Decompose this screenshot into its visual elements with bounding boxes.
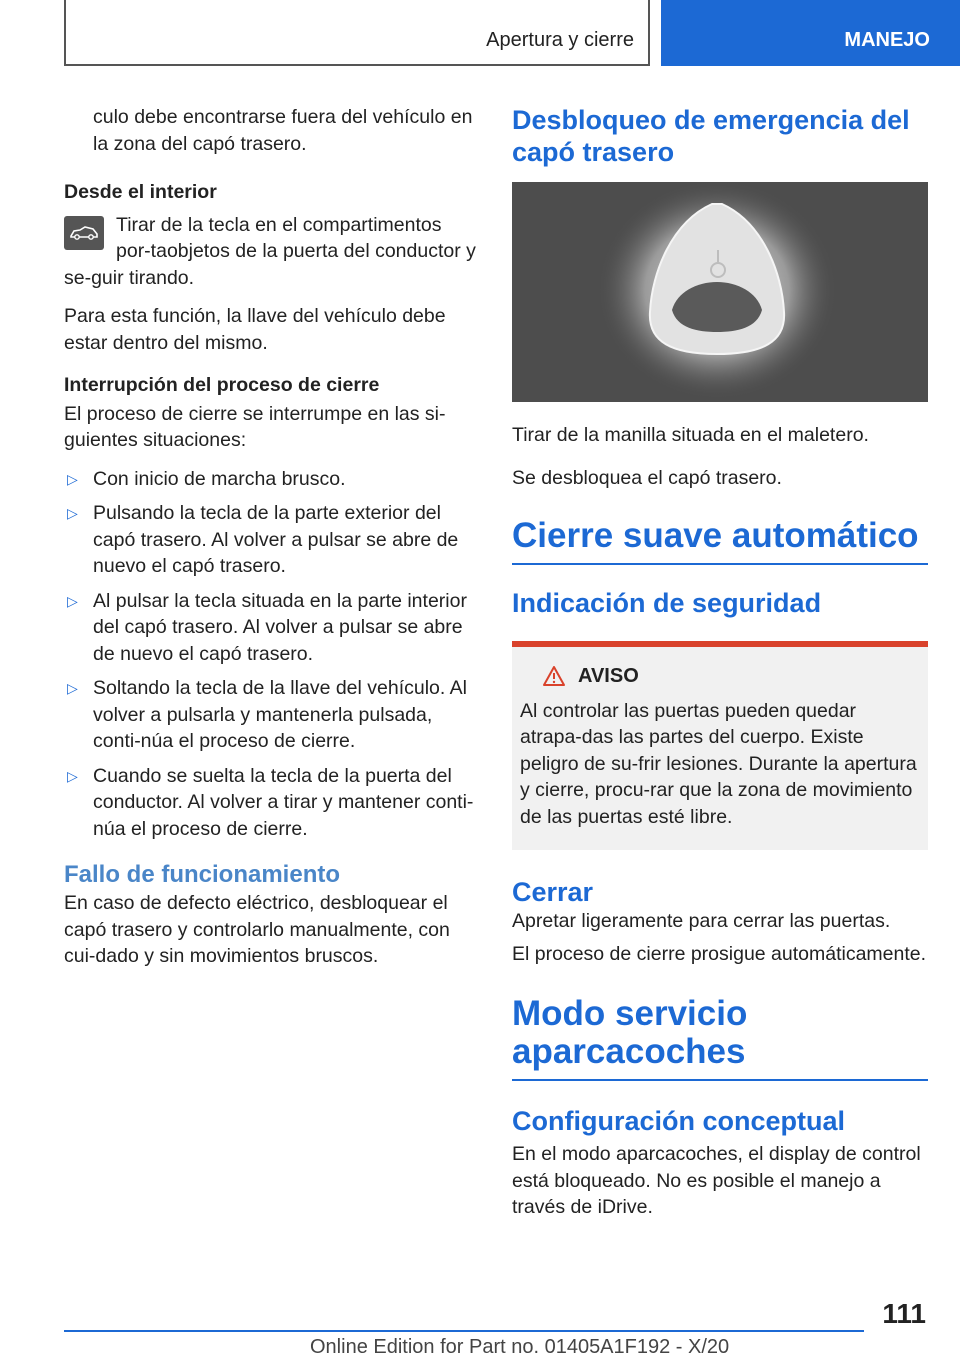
pull-paragraph: Tirar de la manilla situada en el maletero. [512, 424, 869, 446]
concept-heading: Configuración conceptual [512, 1106, 846, 1136]
intro-paragraph: culo debe encontrarse fuera del vehículo en la zona del capó trasero. [93, 106, 473, 155]
fault-paragraph: En caso de defecto eléctrico, desbloquear el capó trasero y controlarlo manualmente, con cui-dado y sin movimientos bruscos. [64, 892, 450, 967]
footer-edition: Online Edition for Part no. 01405A1F192 - X/20 [310, 1336, 730, 1358]
fault-heading: Fallo de funcionamiento [64, 861, 341, 888]
header-frame [64, 0, 650, 66]
concept-paragraph: En el modo aparcacoches, el display de control está bloqueado. No es posible el manejo a través de iDrive. [512, 1143, 921, 1218]
footer-divider [64, 1330, 864, 1332]
interior-heading: Desde el interior [64, 181, 217, 203]
list-item: ▷ Pulsando la tecla de la parte exterior del capó trasero. Al volver a pulsar se abre de nuevo el capó trasero. [67, 502, 459, 577]
close-paragraph-1: Apretar ligeramente para cerrar las puertas. [512, 910, 891, 932]
key-paragraph: Para esta función, la llave del vehículo debe estar dentro del mismo. [64, 305, 446, 354]
triangle-right-icon: ▷ [67, 592, 78, 609]
list-item: ▷ Al pulsar la tecla situada en la parte interior del capó trasero. Al volver a pulsar se abre de nuevo el capó trasero. [67, 589, 467, 665]
section-title: Apertura y cierre [486, 29, 634, 51]
car-trunk-icon [64, 216, 104, 250]
left-column [64, 104, 478, 982]
triangle-right-icon: ▷ [67, 470, 78, 487]
unlock-paragraph: Se desbloquea el capó trasero. [512, 466, 782, 489]
list-item: ▷ Con inicio de marcha brusco. [64, 466, 478, 493]
warning-label: AVISO [578, 665, 639, 687]
chapter-tab[interactable] [661, 0, 960, 66]
triangle-right-icon: ▷ [67, 505, 78, 521]
warning-triangle-icon [542, 665, 566, 687]
trunk-handle-photo [512, 182, 928, 402]
list-item: ▷ Cuando se suelta la tecla de la puerta del conductor. Al volver a tirar y mantener conti-núa el proceso de cierre. [67, 764, 474, 840]
interior-paragraph [64, 212, 478, 292]
valet-heading: Modo servicio aparcacoches [512, 995, 928, 1081]
emergency-heading: Desbloqueo de emergencia del capó trasero [512, 105, 910, 167]
list-item: ▷ Soltando la tecla de la llave del vehículo. Al volver a pulsarla y mantenerla pulsada, conti-núa el proceso de cierre. [67, 677, 467, 752]
triangle-right-icon: ▷ [67, 767, 78, 784]
warning-text: Al controlar las puertas pueden quedar atrapa-das las partes del cuerpo. Existe peligro de su-frir lesiones. Durante la apertura y cierre, procu-rar que la zona de movimiento de las puertas esté libre. [520, 699, 917, 828]
warning-box [512, 641, 928, 850]
warning-header [520, 663, 920, 690]
interrupt-paragraph: El proceso de cierre se interrumpe en las si-guientes situaciones: [64, 402, 446, 451]
safety-heading: Indicación de seguridad [512, 588, 822, 618]
interrupt-heading: Interrupción del proceso de cierre [64, 374, 380, 396]
close-paragraph-2: El proceso de cierre prosigue automáticamente. [512, 942, 927, 965]
interior-text: Tirar de la tecla en el compartimentos por-taobjetos de la puerta del conductor y se-guir tirando. [64, 213, 476, 289]
close-heading: Cerrar [512, 877, 594, 907]
triangle-right-icon: ▷ [67, 680, 78, 696]
softclose-heading: Cierre suave automático [512, 517, 928, 565]
chapter-tab-label: MANEJO [844, 29, 930, 51]
right-column [512, 104, 928, 1233]
page-number: 111 [882, 1298, 926, 1329]
